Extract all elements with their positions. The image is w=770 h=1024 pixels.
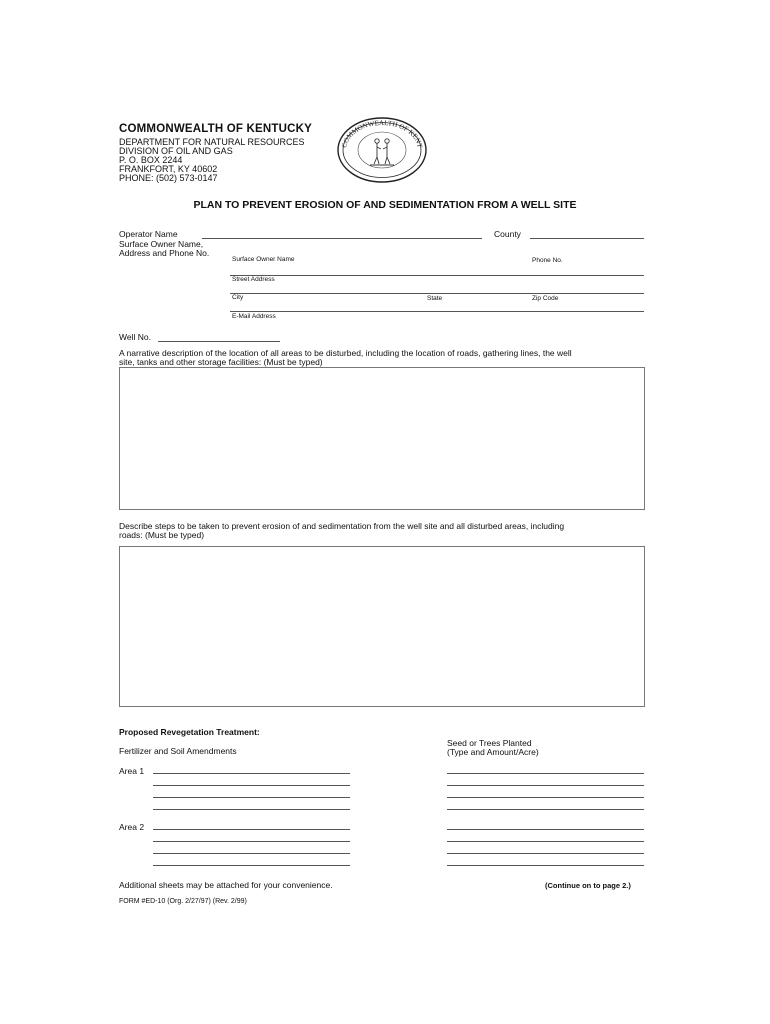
- erosion-steps-textarea[interactable]: [119, 546, 645, 707]
- area-2-seed-line[interactable]: [447, 841, 644, 842]
- address-phone-label: Address and Phone No.: [119, 248, 210, 258]
- area-1-seed-line[interactable]: [447, 773, 644, 774]
- area-1-fertilizer-line[interactable]: [153, 797, 350, 798]
- area-1-seed-line[interactable]: [447, 785, 644, 786]
- area-2-seed-line[interactable]: [447, 829, 644, 830]
- phone-caption: Phone No.: [532, 257, 563, 264]
- surface-owner-label: Surface Owner Name,: [119, 239, 204, 249]
- operator-name-field[interactable]: [202, 238, 482, 239]
- zip-caption: Zip Code: [532, 295, 559, 302]
- revegetation-heading: Proposed Revegetation Treatment:: [119, 727, 260, 737]
- street-address-caption: Street Address: [232, 276, 275, 283]
- svg-text:COMMONWEALTH OF KENTUCKY: COMMONWEALTH OF KENT: [340, 118, 424, 149]
- area-1-fertilizer-line[interactable]: [153, 785, 350, 786]
- surface-owner-name-field[interactable]: [230, 275, 644, 276]
- email-caption: E-Mail Address: [232, 313, 276, 320]
- city-caption: City: [232, 294, 244, 301]
- narrative-instructions-2: site, tanks and other storage facilities: (Must be typed): [119, 357, 323, 367]
- fertilizer-label: Fertilizer and Soil Amendments: [119, 746, 237, 756]
- continue-note: (Continue on to page 2.): [545, 881, 631, 890]
- city-line: FRANKFORT, KY 40602: [119, 164, 218, 174]
- state-caption: State: [427, 295, 443, 302]
- county-label: County: [494, 229, 521, 239]
- steps-instructions-1: Describe steps to be taken to prevent erosion of and sedimentation from the well site and all disturbed areas, including: [119, 521, 565, 531]
- area-2-seed-line[interactable]: [447, 853, 644, 854]
- area-2-fertilizer-line[interactable]: [153, 841, 350, 842]
- area-2-fertilizer-line[interactable]: [153, 853, 350, 854]
- operator-name-label: Operator Name: [119, 229, 178, 239]
- narrative-instructions-1: A narrative description of the location of all areas to be disturbed, including the location of roads, gathering lines, the well: [119, 348, 572, 358]
- division-line: DIVISION OF OIL AND GAS: [119, 146, 233, 156]
- area-1-fertilizer-line[interactable]: [153, 773, 350, 774]
- area-2-fertilizer-line[interactable]: [153, 865, 350, 866]
- po-box-line: P. O. BOX 2244: [119, 155, 183, 165]
- form-title: PLAN TO PREVENT EROSION OF AND SEDIMENTATION FROM A WELL SITE: [193, 199, 577, 211]
- area-1-seed-line[interactable]: [447, 809, 644, 810]
- type-amount-label: (Type and Amount/Acre): [447, 747, 539, 757]
- well-no-field[interactable]: [158, 341, 280, 342]
- additional-sheets-note: Additional sheets may be attached for your convenience.: [119, 880, 333, 890]
- area-2-fertilizer-line[interactable]: [153, 829, 350, 830]
- area-2-seed-line[interactable]: [447, 865, 644, 866]
- phone-line: PHONE: (502) 573-0147: [119, 173, 218, 183]
- steps-instructions-2: roads: (Must be typed): [119, 530, 205, 540]
- narrative-textarea[interactable]: [119, 367, 645, 510]
- well-no-label: Well No.: [119, 332, 151, 342]
- surface-owner-name-caption: Surface Owner Name: [232, 256, 295, 263]
- county-field[interactable]: [530, 238, 644, 239]
- area-1-fertilizer-line[interactable]: [153, 809, 350, 810]
- area-2-label: Area 2: [119, 822, 145, 832]
- area-1-seed-line[interactable]: [447, 797, 644, 798]
- agency-title: COMMONWEALTH OF KENTUCKY: [119, 123, 313, 135]
- area-1-label: Area 1: [119, 766, 145, 776]
- form-id: FORM #ED-10 (Org. 2/27/97) (Rev. 2/99): [119, 898, 247, 905]
- city-state-zip-field[interactable]: [230, 311, 644, 312]
- state-seal-icon: [337, 117, 427, 183]
- seed-trees-label: Seed or Trees Planted: [447, 738, 532, 748]
- department-line: DEPARTMENT FOR NATURAL RESOURCES: [119, 137, 305, 147]
- street-address-field[interactable]: [230, 293, 644, 294]
